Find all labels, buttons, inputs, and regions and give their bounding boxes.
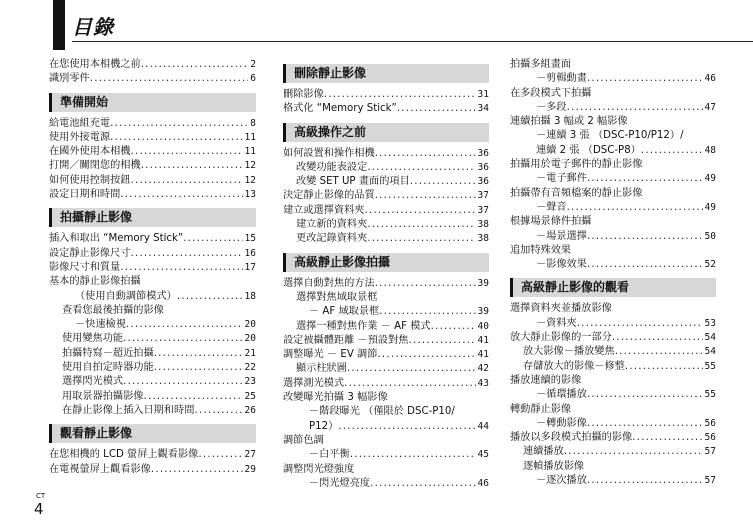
toc-entry-title: －連續 3 張 （DSC-P10/P12）/ bbox=[536, 130, 684, 142]
toc-entry[interactable] bbox=[510, 172, 716, 186]
toc-entry[interactable] bbox=[283, 334, 489, 348]
toc-entry[interactable] bbox=[49, 72, 256, 86]
toc-entry-page: 36 bbox=[477, 161, 489, 173]
toc-entry-page: 45 bbox=[477, 449, 489, 461]
toc-entry[interactable] bbox=[283, 189, 489, 203]
dot-leader bbox=[587, 72, 703, 86]
toc-entry[interactable] bbox=[283, 391, 489, 405]
dot-leader bbox=[350, 448, 476, 462]
dot-leader bbox=[177, 290, 243, 304]
toc-entry[interactable] bbox=[49, 117, 256, 131]
dot-leader bbox=[587, 474, 703, 488]
dot-leader bbox=[431, 320, 476, 334]
toc-entry[interactable] bbox=[49, 188, 256, 202]
toc-entry[interactable] bbox=[510, 317, 716, 331]
toc-entry-title: －剪輯動畫 bbox=[536, 73, 587, 85]
toc-entry-title: －階段曝光 （僅限於 DSC-P10/ bbox=[309, 406, 455, 418]
toc-entry[interactable] bbox=[510, 460, 716, 474]
toc-entry-page: 43 bbox=[477, 377, 489, 389]
toc-entry-page: 56 bbox=[704, 417, 716, 429]
dot-leader bbox=[110, 131, 242, 145]
toc-entry-page: 8 bbox=[250, 117, 256, 129]
toc-entry-title: －資料夾 bbox=[536, 317, 577, 329]
toc-entry-title: 拍攝帶有音頻檔案的靜止影像 bbox=[510, 187, 643, 199]
toc-entry-title: 拍攝特寫－超近拍攝 bbox=[62, 347, 154, 359]
toc-entry-page: 44 bbox=[477, 420, 489, 432]
toc-entry[interactable] bbox=[49, 232, 256, 246]
dot-leader bbox=[154, 361, 243, 375]
dot-leader bbox=[375, 277, 476, 291]
toc-entry-page: 34 bbox=[477, 103, 489, 115]
toc-entry-title: －閃光燈亮度 bbox=[309, 477, 371, 489]
toc-entry-page: 6 bbox=[250, 73, 256, 85]
toc-entry-page: 52 bbox=[704, 259, 716, 271]
toc-entry-page: 49 bbox=[704, 173, 716, 185]
toc-entry-page: 55 bbox=[704, 389, 716, 401]
toc-entry[interactable] bbox=[510, 187, 716, 201]
toc-entry[interactable] bbox=[283, 477, 489, 491]
toc-entry[interactable] bbox=[49, 390, 256, 404]
dot-leader bbox=[338, 420, 475, 434]
toc-entry-title: 選擇測光模式 bbox=[283, 377, 345, 389]
toc-entry-title: 設定被攝體距離 －預設對焦 bbox=[283, 334, 409, 346]
toc-entry[interactable] bbox=[49, 361, 256, 375]
dot-leader bbox=[567, 101, 703, 115]
toc-entry[interactable] bbox=[510, 403, 716, 417]
toc-entry-page: 57 bbox=[704, 446, 716, 458]
dot-leader bbox=[144, 390, 243, 404]
toc-entry-page: 21 bbox=[244, 347, 256, 359]
toc-entry-page: 26 bbox=[244, 404, 256, 416]
dot-leader bbox=[564, 445, 703, 459]
toc-entry-title: 使用外接電源 bbox=[49, 131, 111, 143]
toc-entry-page: 47 bbox=[704, 101, 716, 113]
dot-leader bbox=[587, 172, 703, 186]
toc-entry[interactable] bbox=[49, 174, 256, 188]
toc-entry-page: 36 bbox=[477, 176, 489, 188]
toc-entry[interactable] bbox=[49, 290, 256, 304]
toc-entry[interactable] bbox=[283, 305, 489, 319]
toc-entry-title: 播放連續的影像 bbox=[510, 374, 582, 386]
toc-entry-title: 追加特殊效果 bbox=[510, 244, 572, 256]
toc-entry[interactable] bbox=[510, 72, 716, 86]
toc-entry[interactable] bbox=[283, 377, 489, 391]
toc-entry-title: 打開／關閉您的相機 bbox=[49, 160, 141, 172]
toc-entry-page: 12 bbox=[244, 160, 256, 172]
toc-entry[interactable] bbox=[510, 474, 716, 488]
toc-entry-title: －白平衡 bbox=[309, 449, 350, 461]
toc-entry-title: 轉動靜止影像 bbox=[510, 403, 572, 415]
toc-column-1 bbox=[49, 58, 256, 477]
toc-entry[interactable] bbox=[49, 145, 256, 159]
toc-entry-page: 16 bbox=[244, 247, 256, 259]
toc-entry-page: 40 bbox=[477, 320, 489, 332]
toc-entry-title: 選擇自動對焦的方法 bbox=[283, 277, 375, 289]
toc-entry-title: 改變功能表設定 bbox=[296, 161, 368, 173]
toc-entry-title: －逐次播放 bbox=[536, 475, 587, 487]
dot-leader bbox=[131, 145, 243, 159]
dot-leader bbox=[123, 332, 242, 346]
toc-entry-title: 連續拍攝 3 幅或 2 幅影像 bbox=[510, 116, 628, 128]
toc-entry-page: 38 bbox=[477, 219, 489, 231]
dot-leader bbox=[347, 362, 476, 376]
dot-leader bbox=[632, 431, 702, 445]
toc-entry-title: 調整閃光燈強度 bbox=[283, 463, 355, 475]
toc-entry[interactable] bbox=[49, 463, 256, 477]
dot-leader bbox=[367, 232, 475, 246]
toc-entry-page: 56 bbox=[704, 432, 716, 444]
toc-entry-title: 改變曝光拍攝 3 幅影像 bbox=[283, 392, 388, 404]
dot-leader bbox=[365, 204, 476, 218]
toc-entry-title: 使用自拍定時器功能 bbox=[62, 362, 154, 374]
dot-leader bbox=[379, 305, 475, 319]
toc-entry[interactable] bbox=[49, 159, 256, 173]
toc-entry-title: 查看您最後拍攝的影像 bbox=[62, 304, 164, 316]
toc-entry-title: 拍攝多組畫面 bbox=[510, 59, 572, 70]
toc-entry-title: 逐幀播放影像 bbox=[523, 460, 585, 472]
toc-entry[interactable] bbox=[510, 230, 716, 244]
dot-leader bbox=[151, 463, 243, 477]
toc-entry-page: 39 bbox=[477, 277, 489, 289]
toc-entry[interactable] bbox=[510, 374, 716, 388]
dot-leader bbox=[587, 417, 703, 431]
toc-entry-title: 在多段模式下拍攝 bbox=[510, 87, 592, 99]
toc-entry[interactable] bbox=[283, 348, 489, 362]
toc-entry-title: －轉動影像 bbox=[536, 417, 587, 429]
toc-entry-title: 設定日期和時間 bbox=[49, 189, 121, 201]
dot-leader bbox=[587, 258, 703, 272]
toc-entry-title: －影像效果 bbox=[536, 259, 587, 271]
section-heading: 高級操作之前 bbox=[283, 123, 489, 142]
toc-entry[interactable] bbox=[283, 362, 489, 376]
toc-entry-title: 在您使用本相機之前 bbox=[49, 59, 141, 70]
toc-entry[interactable] bbox=[283, 291, 489, 305]
toc-entry[interactable] bbox=[49, 448, 256, 462]
dot-leader bbox=[370, 477, 475, 491]
toc-entry[interactable] bbox=[510, 87, 716, 101]
title-bar-marker bbox=[53, 0, 65, 50]
toc-entry[interactable] bbox=[510, 302, 716, 316]
dot-leader bbox=[90, 72, 249, 86]
toc-entry-title: 建立或選擇資料夾 bbox=[283, 204, 365, 216]
toc-entry-page: 46 bbox=[477, 477, 489, 489]
section-heading: 高級靜止影像的觀看 bbox=[510, 278, 716, 297]
toc-entry[interactable] bbox=[510, 445, 716, 459]
toc-entry-title: 更改記錄資料夾 bbox=[296, 233, 368, 245]
toc-entry-title: 決定靜止影像的品質 bbox=[283, 190, 375, 202]
toc-entry[interactable] bbox=[283, 320, 489, 334]
toc-entry[interactable] bbox=[283, 434, 489, 448]
toc-entry-title: 如何使用控制按鈕 bbox=[49, 174, 131, 186]
toc-entry[interactable] bbox=[510, 144, 716, 158]
toc-entry[interactable] bbox=[283, 463, 489, 477]
dot-leader bbox=[120, 188, 242, 202]
toc-entry-page: 42 bbox=[477, 363, 489, 375]
toc-entry[interactable] bbox=[49, 247, 256, 261]
dot-leader bbox=[615, 345, 703, 359]
toc-entry[interactable] bbox=[510, 129, 716, 143]
toc-entry[interactable] bbox=[49, 58, 256, 72]
toc-entry-title: 在電視螢屏上觀看影像 bbox=[49, 463, 151, 475]
language-code: CT bbox=[36, 492, 46, 500]
toc-entry-title: （使用自動調節模式） bbox=[75, 290, 177, 302]
toc-entry[interactable] bbox=[510, 360, 716, 374]
toc-entry-title: 放大靜止影像的一部分 bbox=[510, 332, 612, 344]
title-divider bbox=[72, 41, 753, 42]
toc-entry-title: 拍攝用於電子郵件的靜止影像 bbox=[510, 159, 643, 171]
toc-entry[interactable] bbox=[49, 131, 256, 145]
toc-entry[interactable] bbox=[510, 244, 716, 258]
dot-leader bbox=[567, 201, 703, 215]
dot-leader bbox=[141, 159, 243, 173]
dot-leader bbox=[126, 318, 243, 332]
toc-entry-title: －場景選擇 bbox=[536, 230, 587, 242]
toc-entry-page: 31 bbox=[477, 89, 489, 100]
toc-entry-title: 選擇一種對焦作業 － AF 模式 bbox=[296, 320, 431, 332]
toc-entry-title: －聲音 bbox=[536, 201, 567, 213]
toc-entry[interactable] bbox=[510, 201, 716, 215]
toc-entry[interactable] bbox=[510, 417, 716, 431]
toc-entry-title: 如何設置和操作相機 bbox=[283, 147, 375, 159]
toc-entry-page: 57 bbox=[704, 475, 716, 487]
toc-entry-title: 調節色調 bbox=[283, 434, 324, 446]
toc-entry-title: － AF 域取景框 bbox=[309, 306, 380, 318]
toc-entry-page: 48 bbox=[704, 144, 716, 156]
toc-entry-title: 調整曝光 － EV 調節 bbox=[283, 349, 378, 361]
toc-entry[interactable] bbox=[49, 275, 256, 289]
toc-entry-title: 改變 SET UP 畫面的項目 bbox=[296, 176, 410, 188]
toc-entry-title: 顯示柱狀圖 bbox=[296, 363, 347, 375]
toc-entry-page: 20 bbox=[244, 333, 256, 345]
toc-entry-page: 53 bbox=[704, 317, 716, 329]
toc-entry[interactable] bbox=[283, 277, 489, 291]
dot-leader bbox=[587, 388, 703, 402]
toc-entry-title: 根據場景條件拍攝 bbox=[510, 216, 592, 228]
toc-entry-title: 用取景器拍攝影像 bbox=[62, 390, 144, 402]
toc-entry-title: P12） bbox=[309, 420, 339, 432]
toc-entry-title: 建立新的資料夾 bbox=[296, 219, 368, 231]
toc-entry-page: 29 bbox=[244, 463, 256, 475]
toc-entry-page: 41 bbox=[477, 334, 489, 346]
dot-leader bbox=[625, 360, 703, 374]
dot-leader bbox=[154, 347, 243, 361]
toc-entry-page: 50 bbox=[704, 230, 716, 242]
dot-leader bbox=[367, 218, 475, 232]
toc-entry-page: 18 bbox=[244, 290, 256, 302]
toc-entry-page: 13 bbox=[244, 189, 256, 201]
dot-leader bbox=[120, 261, 242, 275]
toc-entry[interactable] bbox=[49, 375, 256, 389]
toc-entry-title: 連續播放 bbox=[523, 446, 564, 458]
toc-entry-page: 54 bbox=[704, 332, 716, 344]
toc-entry[interactable] bbox=[510, 388, 716, 402]
toc-entry-title: 在國外使用本相機 bbox=[49, 146, 131, 158]
toc-entry-title: －快速檢視 bbox=[75, 319, 126, 331]
page-title: 目錄 bbox=[72, 15, 114, 39]
dot-leader bbox=[183, 232, 242, 246]
dot-leader bbox=[110, 117, 248, 131]
toc-entry[interactable] bbox=[49, 404, 256, 418]
toc-entry-page: 54 bbox=[704, 346, 716, 358]
toc-entry[interactable] bbox=[283, 204, 489, 218]
toc-entry-title: －多段 bbox=[536, 101, 567, 113]
dot-leader bbox=[397, 102, 476, 116]
toc-entry-page: 37 bbox=[477, 190, 489, 202]
toc-entry-title: 刪除影像 bbox=[283, 89, 324, 100]
page-number: 4 bbox=[34, 500, 44, 518]
toc-entry[interactable] bbox=[283, 88, 489, 102]
toc-entry-title: 存儲放大的影像－修整 bbox=[523, 360, 625, 372]
dot-leader bbox=[377, 348, 475, 362]
toc-entry[interactable] bbox=[510, 101, 716, 115]
toc-entry[interactable] bbox=[283, 232, 489, 246]
toc-entry-title: 選擇對焦域取景框 bbox=[296, 291, 378, 303]
toc-entry-title: 使用變焦功能 bbox=[62, 333, 124, 345]
dot-leader bbox=[131, 247, 243, 261]
dot-leader bbox=[194, 404, 242, 418]
toc-entry-page: 25 bbox=[244, 390, 256, 402]
toc-entry-page: 46 bbox=[704, 73, 716, 85]
toc-entry[interactable] bbox=[510, 345, 716, 359]
toc-entry-page: 41 bbox=[477, 349, 489, 361]
toc-entry[interactable] bbox=[283, 218, 489, 232]
toc-entry-page: 20 bbox=[244, 319, 256, 331]
dot-leader bbox=[123, 375, 242, 389]
toc-entry[interactable] bbox=[283, 175, 489, 189]
dot-leader bbox=[641, 144, 703, 158]
dot-leader bbox=[612, 331, 703, 345]
toc-entry-title: 選擇閃光模式 bbox=[62, 376, 124, 388]
toc-entry[interactable] bbox=[510, 115, 716, 129]
toc-column-3 bbox=[510, 58, 716, 488]
section-heading: 拍攝靜止影像 bbox=[49, 208, 256, 227]
toc-entry-title: －電子郵件 bbox=[536, 173, 587, 185]
toc-entry-page: 22 bbox=[244, 362, 256, 374]
toc-entry-page: 11 bbox=[244, 131, 256, 143]
dot-leader bbox=[198, 448, 242, 462]
dot-leader bbox=[367, 161, 475, 175]
section-heading: 準備開始 bbox=[49, 93, 256, 112]
toc-entry[interactable] bbox=[510, 258, 716, 272]
toc-entry-title: 識別零件 bbox=[49, 73, 90, 85]
toc-entry-title: 插入和取出 “Memory Stick” bbox=[49, 233, 184, 245]
dot-leader bbox=[131, 174, 243, 188]
toc-entry-title: 在您相機的 LCD 螢屏上觀看影像 bbox=[49, 449, 199, 461]
dot-leader bbox=[375, 189, 476, 203]
toc-entry[interactable] bbox=[283, 448, 489, 462]
toc-entry[interactable] bbox=[510, 331, 716, 345]
dot-leader bbox=[410, 175, 476, 189]
toc-entry-title: 選擇資料夾並播放影像 bbox=[510, 303, 612, 315]
toc-entry-title: 給電池組充電 bbox=[49, 117, 111, 129]
dot-leader bbox=[409, 334, 476, 348]
toc-entry-page: 39 bbox=[477, 306, 489, 318]
toc-entry-page: 11 bbox=[244, 146, 256, 158]
dot-leader bbox=[141, 58, 249, 72]
toc-entry-page: 23 bbox=[244, 376, 256, 388]
toc-entry-page: 15 bbox=[244, 233, 256, 245]
toc-entry[interactable] bbox=[49, 318, 256, 332]
dot-leader bbox=[324, 88, 476, 102]
toc-entry-page: 55 bbox=[704, 360, 716, 372]
toc-entry[interactable] bbox=[283, 405, 489, 419]
dot-leader bbox=[577, 317, 703, 331]
toc-entry[interactable] bbox=[49, 347, 256, 361]
toc-entry[interactable] bbox=[283, 102, 489, 116]
toc-entry[interactable] bbox=[49, 304, 256, 318]
toc-entry-title: 設定靜止影像尺寸 bbox=[49, 247, 131, 259]
toc-entry[interactable] bbox=[283, 147, 489, 161]
toc-entry[interactable] bbox=[510, 215, 716, 229]
toc-entry[interactable] bbox=[510, 158, 716, 172]
toc-entry-title: 播放以多段模式拍攝的影像 bbox=[510, 432, 633, 444]
toc-entry[interactable] bbox=[510, 431, 716, 445]
toc-entry-page: 49 bbox=[704, 201, 716, 213]
toc-column-2 bbox=[283, 58, 489, 491]
toc-entry-title: 放大影像－播放變焦 bbox=[523, 346, 615, 358]
dot-leader bbox=[344, 377, 475, 391]
toc-entry-page: 37 bbox=[477, 204, 489, 216]
section-heading: 刪除靜止影像 bbox=[283, 64, 489, 83]
section-heading: 高級靜止影像拍攝 bbox=[283, 253, 489, 272]
toc-entry-title: 在靜止影像上插入日期和時間 bbox=[62, 404, 195, 416]
toc-entry[interactable] bbox=[49, 261, 256, 275]
toc-entry-title: 基本的靜止影像拍攝 bbox=[49, 276, 141, 288]
toc-entry-title: 格式化 “Memory Stick” bbox=[283, 103, 397, 115]
dot-leader bbox=[587, 230, 703, 244]
toc-entry-page: 27 bbox=[244, 449, 256, 461]
toc-entry[interactable] bbox=[283, 161, 489, 175]
toc-entry[interactable] bbox=[283, 420, 489, 434]
toc-entry[interactable] bbox=[49, 332, 256, 346]
toc-entry-title: 影像尺寸和質量 bbox=[49, 261, 121, 273]
toc-entry-title: 連續 2 張 （DSC-P8） bbox=[536, 144, 641, 156]
toc-entry-page: 36 bbox=[477, 147, 489, 159]
toc-entry-title: －循環播放 bbox=[536, 389, 587, 401]
dot-leader bbox=[375, 147, 476, 161]
toc-entry-page: 17 bbox=[244, 261, 256, 273]
toc-entry-page: 12 bbox=[244, 174, 256, 186]
toc-entry-page: 2 bbox=[250, 59, 256, 70]
toc-entry[interactable] bbox=[510, 58, 716, 72]
section-heading: 觀看靜止影像 bbox=[49, 424, 256, 443]
toc-entry-page: 38 bbox=[477, 233, 489, 245]
